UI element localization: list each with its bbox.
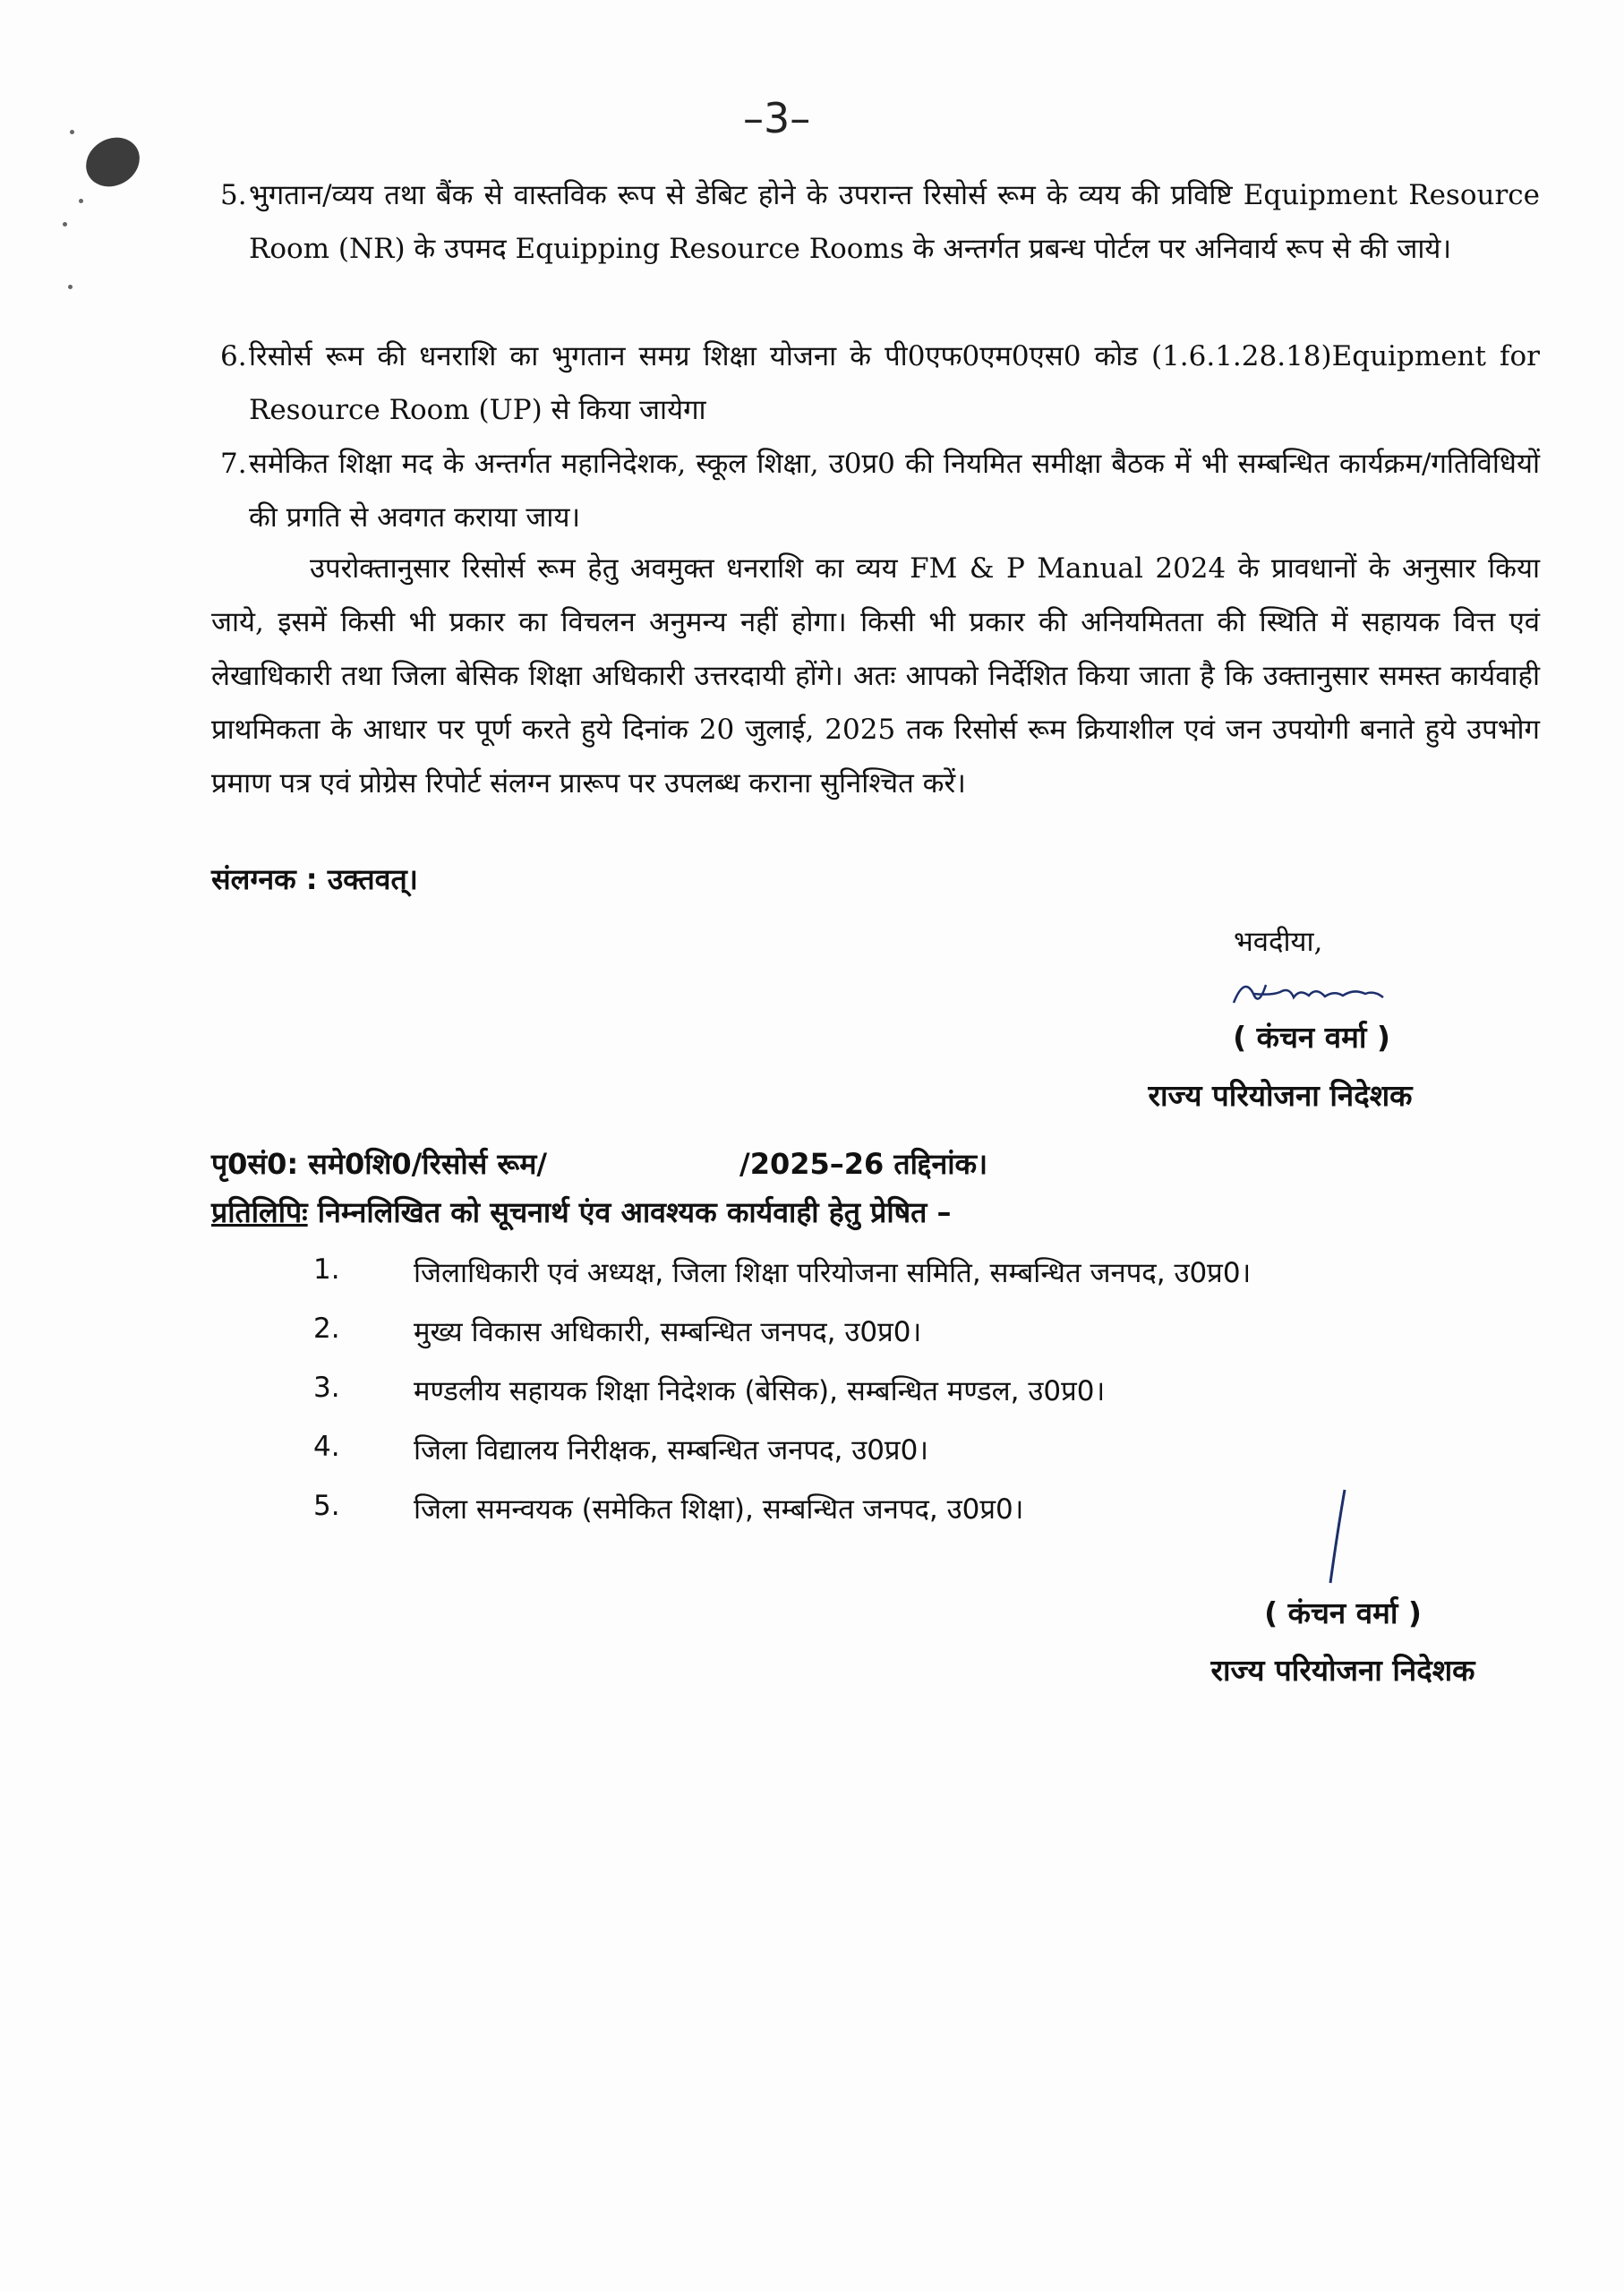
signatory-designation: राज्य परियोजना निदेशक [1210, 1653, 1475, 1688]
handwritten-signature [1227, 967, 1406, 1021]
initial-stroke-mark [1307, 1486, 1361, 1589]
punch-hole-mark [77, 128, 149, 196]
list-item [220, 168, 1540, 276]
page-number: –3– [743, 94, 811, 142]
item-number: 7. [220, 448, 247, 480]
list-item [220, 329, 1540, 437]
copy-heading-text: निम्नलिखित को सूचनार्थ एंव आवश्यक कार्यवाही हेतु प्रेषित – [307, 1195, 952, 1229]
item-text: समेकित शिक्षा मद के अन्तर्गत महानिदेशक, स्कूल शिक्षा, उ0प्र0 की नियमित समीक्षा बैठक में भी सम्बन्धित कार्यक्रम/गतिविधियों की प्रगति से अवगत कराया जाय। [249, 448, 1540, 534]
copy-item-number: 4. [313, 1431, 340, 1463]
copy-item-text: जिलाधिकारी एवं अध्यक्ष, जिला शिक्षा परियोजना समिति, सम्बन्धित जनपद, उ0प्र0। [414, 1257, 1252, 1289]
scan-speck [79, 199, 83, 203]
signatory-name: ( कंचन वर्मा ) [1264, 1595, 1422, 1630]
scan-speck [68, 285, 73, 289]
item-number: 6. [220, 340, 247, 372]
copy-item-text: जिला विद्यालय निरीक्षक, सम्बन्धित जनपद, उ0प्र0। [414, 1434, 929, 1467]
copy-item-text: जिला समन्वयक (समेकित शिक्षा), सम्बन्धित जनपद, उ0प्र0। [414, 1493, 1024, 1526]
copy-item-number: 5. [313, 1490, 340, 1522]
scan-speck [70, 130, 74, 134]
item-text: रिसोर्स रूम की धनराशि का भुगतान समग्र शिक्षा योजना के पी0एफ0एम0एस0 कोड (1.6.1.28.18)Equipment for Resource Room (UP) से किया जायेगा [249, 340, 1540, 426]
copy-item-number: 2. [313, 1313, 340, 1345]
attachment-note: संलग्नक : उक्तवत्। [211, 862, 418, 896]
list-item [220, 437, 1540, 544]
item-number: 5. [220, 179, 247, 211]
copy-label: प्रतिलिपिः [211, 1195, 308, 1229]
signatory-designation: राज्य परियोजना निदेशक [1148, 1078, 1413, 1113]
copy-item-text: मुख्य विकास अधिकारी, सम्बन्धित जनपद, उ0प्र0। [414, 1316, 922, 1348]
item-text: भुगतान/व्यय तथा बैंक से वास्तविक रूप से डेबिट होने के उपरान्त रिसोर्स रूम के व्यय की प्रविष्टि Equipment Resource Room (NR) के उपमद Equipping Resource Rooms के अन्तर्गत प्रबन्ध पोर्टल पर अनिवार्य रूप से की जाये। [249, 179, 1540, 265]
body-paragraph: उपरोक्तानुसार रिसोर्स रूम हेतु अवमुक्त धनराशि का व्यय FM & P Manual 2024 के प्रावधानों के अनुसार किया जाये, इसमें किसी भी प्रकार का विचलन अनुमन्य नहीं होगा। किसी भी प्रकार की अनियमितता की स्थिति में सहायक वित्त एवं लेखाधिकारी तथा जिला बेसिक शिक्षा अधिकारी उत्तरदायी होंगे। अतः आपको निर्देशित किया जाता है कि उक्तानुसार समस्त कार्यवाही प्राथमिकता के आधार पर पूर्ण करते हुये दिनांक 20 जुलाई, 2025 तक रिसोर्स रूम क्रियाशील एवं जन उपयोगी बनाते हुये उपभोग प्रमाण पत्र एवं प्रोग्रेस रिपोर्ट संलग्न प्रारूप पर उपलब्ध कराना सुनिश्चित करें। [211, 552, 1540, 800]
copy-item-text: मण्डलीय सहायक शिक्षा निदेशक (बेसिक), सम्बन्धित मण्डल, उ0प्र0। [414, 1375, 1106, 1407]
copy-item-number: 1. [313, 1253, 340, 1286]
signatory-name: ( कंचन वर्मा ) [1233, 1020, 1390, 1055]
scan-speck [63, 222, 67, 227]
reference-date: /2025–26 तद्दिनांक। [739, 1147, 988, 1181]
reference-number: पृ0सं0: समे0शि0/रिसोर्स रूम/ [211, 1147, 548, 1181]
closing-salutation: भवदीया, [1234, 926, 1323, 958]
copy-item-number: 3. [313, 1372, 340, 1404]
copy-heading [211, 1193, 951, 1231]
